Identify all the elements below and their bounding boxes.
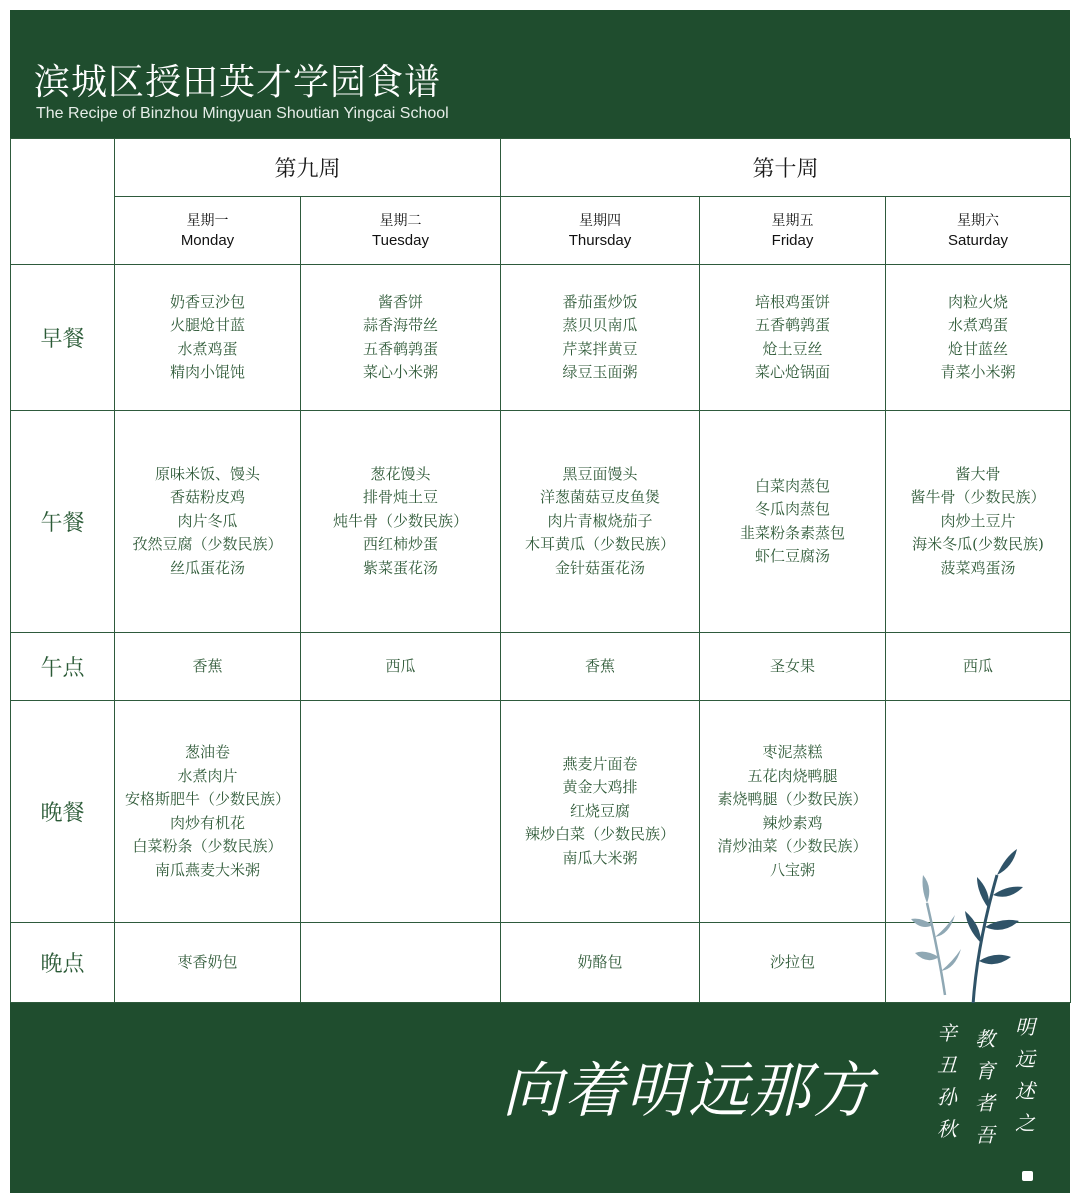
week-header-row [11, 139, 1071, 197]
dish-item: 绿豆玉面粥 [562, 363, 638, 381]
page-title: 滨城区授田英才学园食谱 [34, 62, 442, 103]
meal-label-evening-snack: 晚点 [11, 923, 115, 1003]
dish-item: 南瓜大米粥 [562, 848, 638, 867]
dish-item: 辣炒素鸡 [762, 813, 823, 832]
dish-item: 炝甘蓝丝 [948, 339, 1009, 358]
dish-item: 木耳黄瓜（少数民族） [525, 535, 676, 554]
dish-item: 白菜肉蒸包 [755, 476, 831, 495]
dish-item: 西红柿炒蛋 [363, 535, 439, 554]
dish-item: 冬瓜肉蒸包 [755, 500, 831, 518]
menu-cell [301, 633, 501, 701]
calligraphy-column: 教育者吾 [975, 1027, 995, 1147]
header [10, 10, 1070, 138]
menu-cell [886, 265, 1071, 411]
breakfast-row [11, 265, 1071, 411]
meal-label-afternoon-snack: 午点 [11, 633, 115, 701]
day-cn: 星期二 [379, 212, 422, 229]
menu-cell [886, 411, 1071, 633]
page-subtitle: The Recipe of Binzhou Mingyuan Shoutian Yingcai School [36, 105, 449, 122]
meal-label-lunch: 午餐 [11, 411, 115, 633]
dish-item: 南瓜燕麦大米粥 [154, 860, 260, 879]
dish-item: 西瓜 [963, 656, 994, 675]
dish-item: 菜心炝锅面 [755, 363, 831, 381]
dish-item: 芹菜拌黄豆 [562, 339, 638, 358]
dish-item: 香菇粉皮鸡 [169, 488, 245, 507]
menu-cell [501, 411, 700, 633]
menu-cell [700, 923, 886, 1003]
dish-item: 青菜小米粥 [940, 363, 1016, 381]
dish-item: 肉片冬瓜 [177, 511, 238, 530]
menu-cell [115, 923, 301, 1003]
dish-item: 沙拉包 [770, 952, 816, 971]
calligraphy-column: 辛丑孙秋 [937, 1021, 957, 1141]
day-cn: 星期一 [186, 212, 229, 229]
dish-item: 菜心小米粥 [363, 363, 439, 381]
dish-item: 肉片青椒烧茄子 [547, 511, 653, 530]
footer [10, 1003, 1070, 1193]
dish-item: 西瓜 [385, 656, 416, 675]
dish-item: 肉粒火烧 [948, 292, 1009, 311]
lunch-row [11, 411, 1071, 633]
dish-item: 五花肉烧鸭腿 [747, 766, 838, 785]
menu-cell [301, 923, 501, 1003]
menu-cell [501, 265, 700, 411]
dish-item: 排骨炖土豆 [363, 488, 439, 507]
dish-item: 火腿炝甘蓝 [169, 316, 245, 334]
dish-item: 酱牛骨（少数民族） [910, 488, 1046, 507]
menu-cell [700, 265, 886, 411]
day-cn: 星期六 [957, 212, 1000, 229]
dish-item: 水煮鸡蛋 [948, 316, 1009, 334]
dish-item: 葱油卷 [184, 743, 230, 761]
meal-label-dinner: 晚餐 [11, 701, 115, 923]
dish-item: 水煮鸡蛋 [177, 339, 238, 358]
dish-item: 黄金大鸡排 [562, 778, 638, 797]
menu-cell [301, 411, 501, 633]
dish-item: 菠菜鸡蛋汤 [940, 558, 1016, 577]
dish-item: 枣香奶包 [177, 952, 238, 971]
dish-item: 酱香饼 [378, 292, 424, 311]
menu-cell [501, 633, 700, 701]
dish-item: 安格斯肥牛（少数民族） [124, 790, 290, 808]
day-en: Saturday [948, 231, 1009, 249]
menu-cell [886, 633, 1071, 701]
dish-item: 五香鹌鹑蛋 [755, 316, 831, 334]
dish-item: 辣炒白菜（少数民族） [525, 825, 676, 844]
day-en: Thursday [568, 231, 632, 249]
footer-slogan: 向着明远那方 [502, 1056, 874, 1126]
week-9-header: 第九周 [115, 139, 501, 197]
dish-item: 枣泥蒸糕 [762, 743, 823, 761]
dish-item: 蒜香海带丝 [363, 316, 439, 334]
dish-item: 八宝粥 [770, 860, 816, 879]
day-en: Monday [180, 231, 235, 249]
day-header-monday [115, 197, 301, 265]
dish-item: 炝土豆丝 [762, 339, 823, 358]
dish-item: 水煮肉片 [177, 766, 238, 785]
day-en: Tuesday [372, 231, 429, 249]
dish-item: 素烧鸭腿（少数民族） [717, 790, 868, 808]
dish-item: 紫菜蛋花汤 [363, 558, 439, 577]
dish-item: 黑豆面馒头 [562, 464, 638, 483]
dish-item: 精肉小馄饨 [169, 363, 245, 381]
menu-cell [115, 701, 301, 923]
menu-cell [301, 265, 501, 411]
dish-item: 肉炒有机花 [169, 813, 245, 832]
menu-cell [501, 701, 700, 923]
dish-item: 丝瓜蛋花汤 [169, 558, 245, 577]
menu-cell [115, 633, 301, 701]
menu-cell [115, 411, 301, 633]
day-header-saturday [886, 197, 1071, 265]
dish-item: 奶酪包 [577, 952, 623, 971]
day-cn: 星期四 [579, 212, 622, 229]
dish-item: 肉炒土豆片 [940, 511, 1016, 530]
plant-illustration-icon [905, 845, 1045, 1010]
week-10-header: 第十周 [501, 139, 1071, 197]
menu-cell [501, 923, 700, 1003]
dish-item: 虾仁豆腐汤 [755, 547, 831, 565]
dish-item: 金针菇蛋花汤 [555, 558, 646, 577]
menu-cell [700, 633, 886, 701]
dish-item: 韭菜粉条素蒸包 [740, 523, 846, 542]
menu-cell [700, 701, 886, 923]
dish-item: 蒸贝贝南瓜 [562, 316, 638, 334]
dish-item: 燕麦片面卷 [562, 754, 638, 773]
afternoon-snack-row [11, 633, 1071, 701]
dish-item: 炖牛骨（少数民族） [333, 511, 469, 530]
seal-stamp-icon [1022, 1171, 1033, 1181]
dish-item: 五香鹌鹑蛋 [363, 339, 439, 358]
menu-cell [700, 411, 886, 633]
dish-item: 清炒油菜（少数民族） [717, 837, 868, 855]
dish-item: 葱花馒头 [370, 464, 431, 483]
dish-item: 红烧豆腐 [570, 801, 631, 820]
day-header-tuesday [301, 197, 501, 265]
day-en: Friday [771, 231, 814, 249]
menu-cell [301, 701, 501, 923]
day-header-row [11, 197, 1071, 265]
day-cn: 星期五 [771, 212, 814, 229]
dish-item: 奶香豆沙包 [169, 292, 245, 311]
dish-item: 洋葱菌菇豆皮鱼煲 [540, 488, 661, 507]
dish-item: 香蕉 [192, 656, 223, 675]
day-header-thursday [501, 197, 700, 265]
day-header-friday [700, 197, 886, 265]
dish-item: 酱大骨 [955, 464, 1001, 483]
dish-item: 香蕉 [585, 656, 616, 675]
dish-item: 海米冬瓜(少数民族) [912, 535, 1044, 554]
dish-item: 培根鸡蛋饼 [755, 292, 831, 311]
calligraphy-column: 明远述之 [1015, 1015, 1035, 1135]
corner-cell [11, 139, 115, 265]
dish-item: 白菜粉条（少数民族） [132, 837, 283, 855]
dish-item: 圣女果 [770, 656, 816, 675]
meal-label-breakfast: 早餐 [11, 265, 115, 411]
dish-item: 原味米饭、馒头 [154, 464, 260, 483]
menu-cell [115, 265, 301, 411]
dish-item: 番茄蛋炒饭 [562, 292, 638, 311]
dish-item: 孜然豆腐（少数民族） [132, 535, 283, 554]
